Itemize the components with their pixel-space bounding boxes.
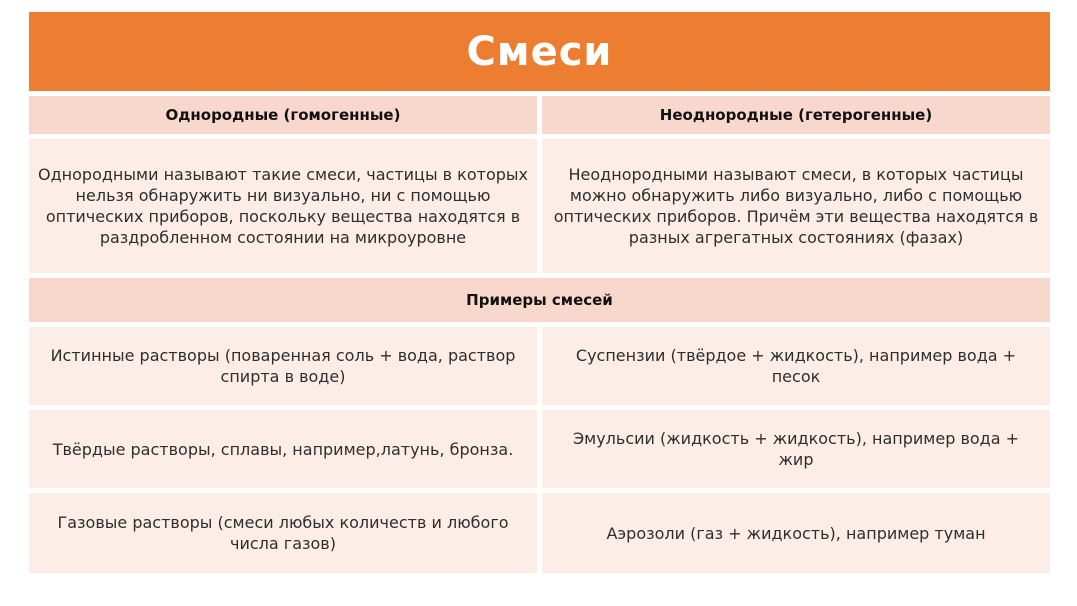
examples-header: Примеры смесей [29,278,1050,322]
title-bar [29,12,1050,91]
example-homogeneous: Твёрдые растворы, сплавы, например,латунь, бронза. [29,410,537,488]
examples-header-row [29,278,1050,322]
mixtures-table [29,12,1050,573]
definition-homogeneous: Однородными называют такие смеси, частицы в которых нельзя обнаружить ни визуально, ни с помощью оптических приборов, поскольку вещества находятся в раздробленном состоянии на микроуровне [29,139,537,273]
example-row [29,327,1050,405]
definition-heterogeneous: Неоднородными называют смеси, в которых частицы можно обнаружить либо визуально, либо с помощью оптических приборов. Причём эти вещества находятся в разных агрегатных состояниях (фазах) [542,139,1050,273]
header-row [29,96,1050,134]
definition-row [29,139,1050,273]
example-row [29,410,1050,488]
example-heterogeneous: Суспензии (твёрдое + жидкость), например вода + песок [542,327,1050,405]
example-homogeneous: Газовые растворы (смеси любых количеств и любого числа газов) [29,493,537,573]
example-homogeneous: Истинные растворы (поваренная соль + вода, раствор спирта в воде) [29,327,537,405]
header-heterogeneous: Неоднородные (гетерогенные) [542,96,1050,134]
header-homogeneous: Однородные (гомогенные) [29,96,537,134]
example-heterogeneous: Аэрозоли (газ + жидкость), например туман [542,493,1050,573]
example-heterogeneous: Эмульсии (жидкость + жидкость), например вода + жир [542,410,1050,488]
page-title: Смеси [466,28,613,75]
example-row [29,493,1050,573]
